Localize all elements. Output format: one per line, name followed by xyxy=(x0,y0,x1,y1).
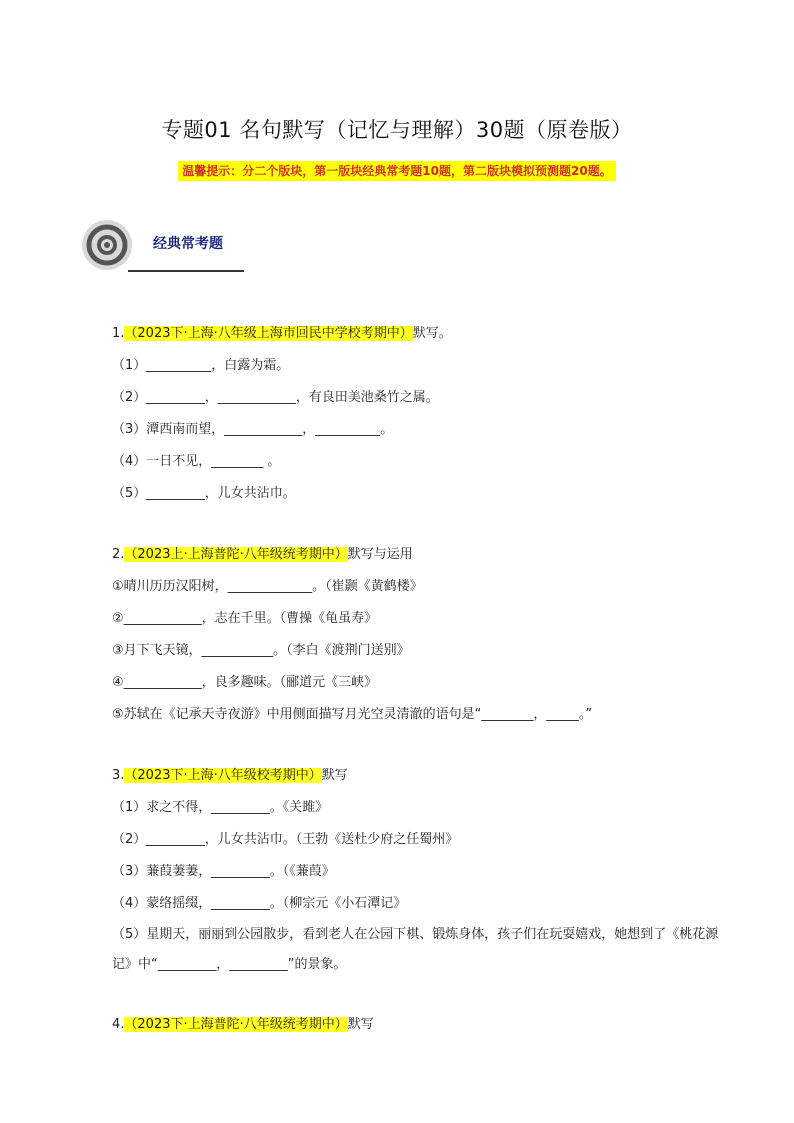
question-item: （5）_________，儿女共沾巾。 xyxy=(112,486,296,501)
question-4 xyxy=(112,1009,724,1041)
question-number: 1. xyxy=(112,326,125,341)
question-item: （1）__________，白露为霜。 xyxy=(112,358,290,373)
question-2 xyxy=(112,539,724,731)
tip-banner: 温馨提示：分二个版块，第一版块经典常考题10题，第二版块模拟预测题20题。 xyxy=(178,161,615,181)
question-number: 3. xyxy=(112,768,125,783)
question-item: （1）求之不得，_________。《关雎》 xyxy=(112,800,329,815)
questions-list xyxy=(112,318,724,1070)
question-item: （2）_________，儿女共沾巾。（王勃《送杜少府之任蜀州》 xyxy=(112,832,459,847)
question-task: 默写 xyxy=(347,1017,374,1032)
section-title: 经典常考题 xyxy=(153,236,223,252)
question-task: 默写 xyxy=(321,768,348,783)
question-item: ④____________，良多趣味。（郦道元《三峡》 xyxy=(112,675,378,690)
question-3 xyxy=(112,760,724,980)
question-task: 默写与运用 xyxy=(347,547,413,562)
question-item: （3）蒹葭萋萋，_________。（《蒹葭》 xyxy=(112,864,335,879)
question-number: 2. xyxy=(112,547,125,562)
question-item: ①晴川历历汉阳树，_____________。（崔颢《黄鹤楼》 xyxy=(112,579,423,594)
question-item: （4）蒙络摇缀，_________。（柳宗元《小石潭记》 xyxy=(112,896,407,911)
question-source: （2023下·上海普陀·八年级统考期中） xyxy=(124,1017,348,1032)
question-item: ②____________，志在千里。（曹操《龟虽寿》 xyxy=(112,611,378,626)
question-task: 默写。 xyxy=(412,326,452,341)
question-1 xyxy=(112,318,724,510)
question-source: （2023上·上海普陀·八年级统考期中） xyxy=(124,547,348,562)
question-source: （2023下·上海·八年级上海市回民中学校考期中） xyxy=(124,326,413,341)
target-icon xyxy=(80,218,134,272)
question-item: （3）潭西南而望，____________，__________。 xyxy=(112,422,394,437)
document-title: 专题01 名句默写（记忆与理解）30题（原卷版） xyxy=(161,118,633,142)
question-item: ③月下飞天镜，___________。（李白《渡荆门送别》 xyxy=(112,643,410,658)
question-item: （5）星期天，丽丽到公园散步，看到老人在公园下棋、锻炼身体，孩子们在玩耍嬉戏，她想到了《桃花源记》中“_________，_________”的景象。 xyxy=(112,927,719,972)
question-item: （2）_________，____________，有良田美池桑竹之属。 xyxy=(112,390,439,405)
question-item: ⑤苏轼在《记承天寺夜游》中用侧面描写月光空灵清澈的语句是“________，_____。” xyxy=(112,707,593,722)
section-divider xyxy=(128,270,244,272)
question-number: 4. xyxy=(112,1017,125,1032)
question-source: （2023下·上海·八年级校考期中） xyxy=(124,768,322,783)
question-item: （4）一日不见，________ 。 xyxy=(112,454,281,469)
